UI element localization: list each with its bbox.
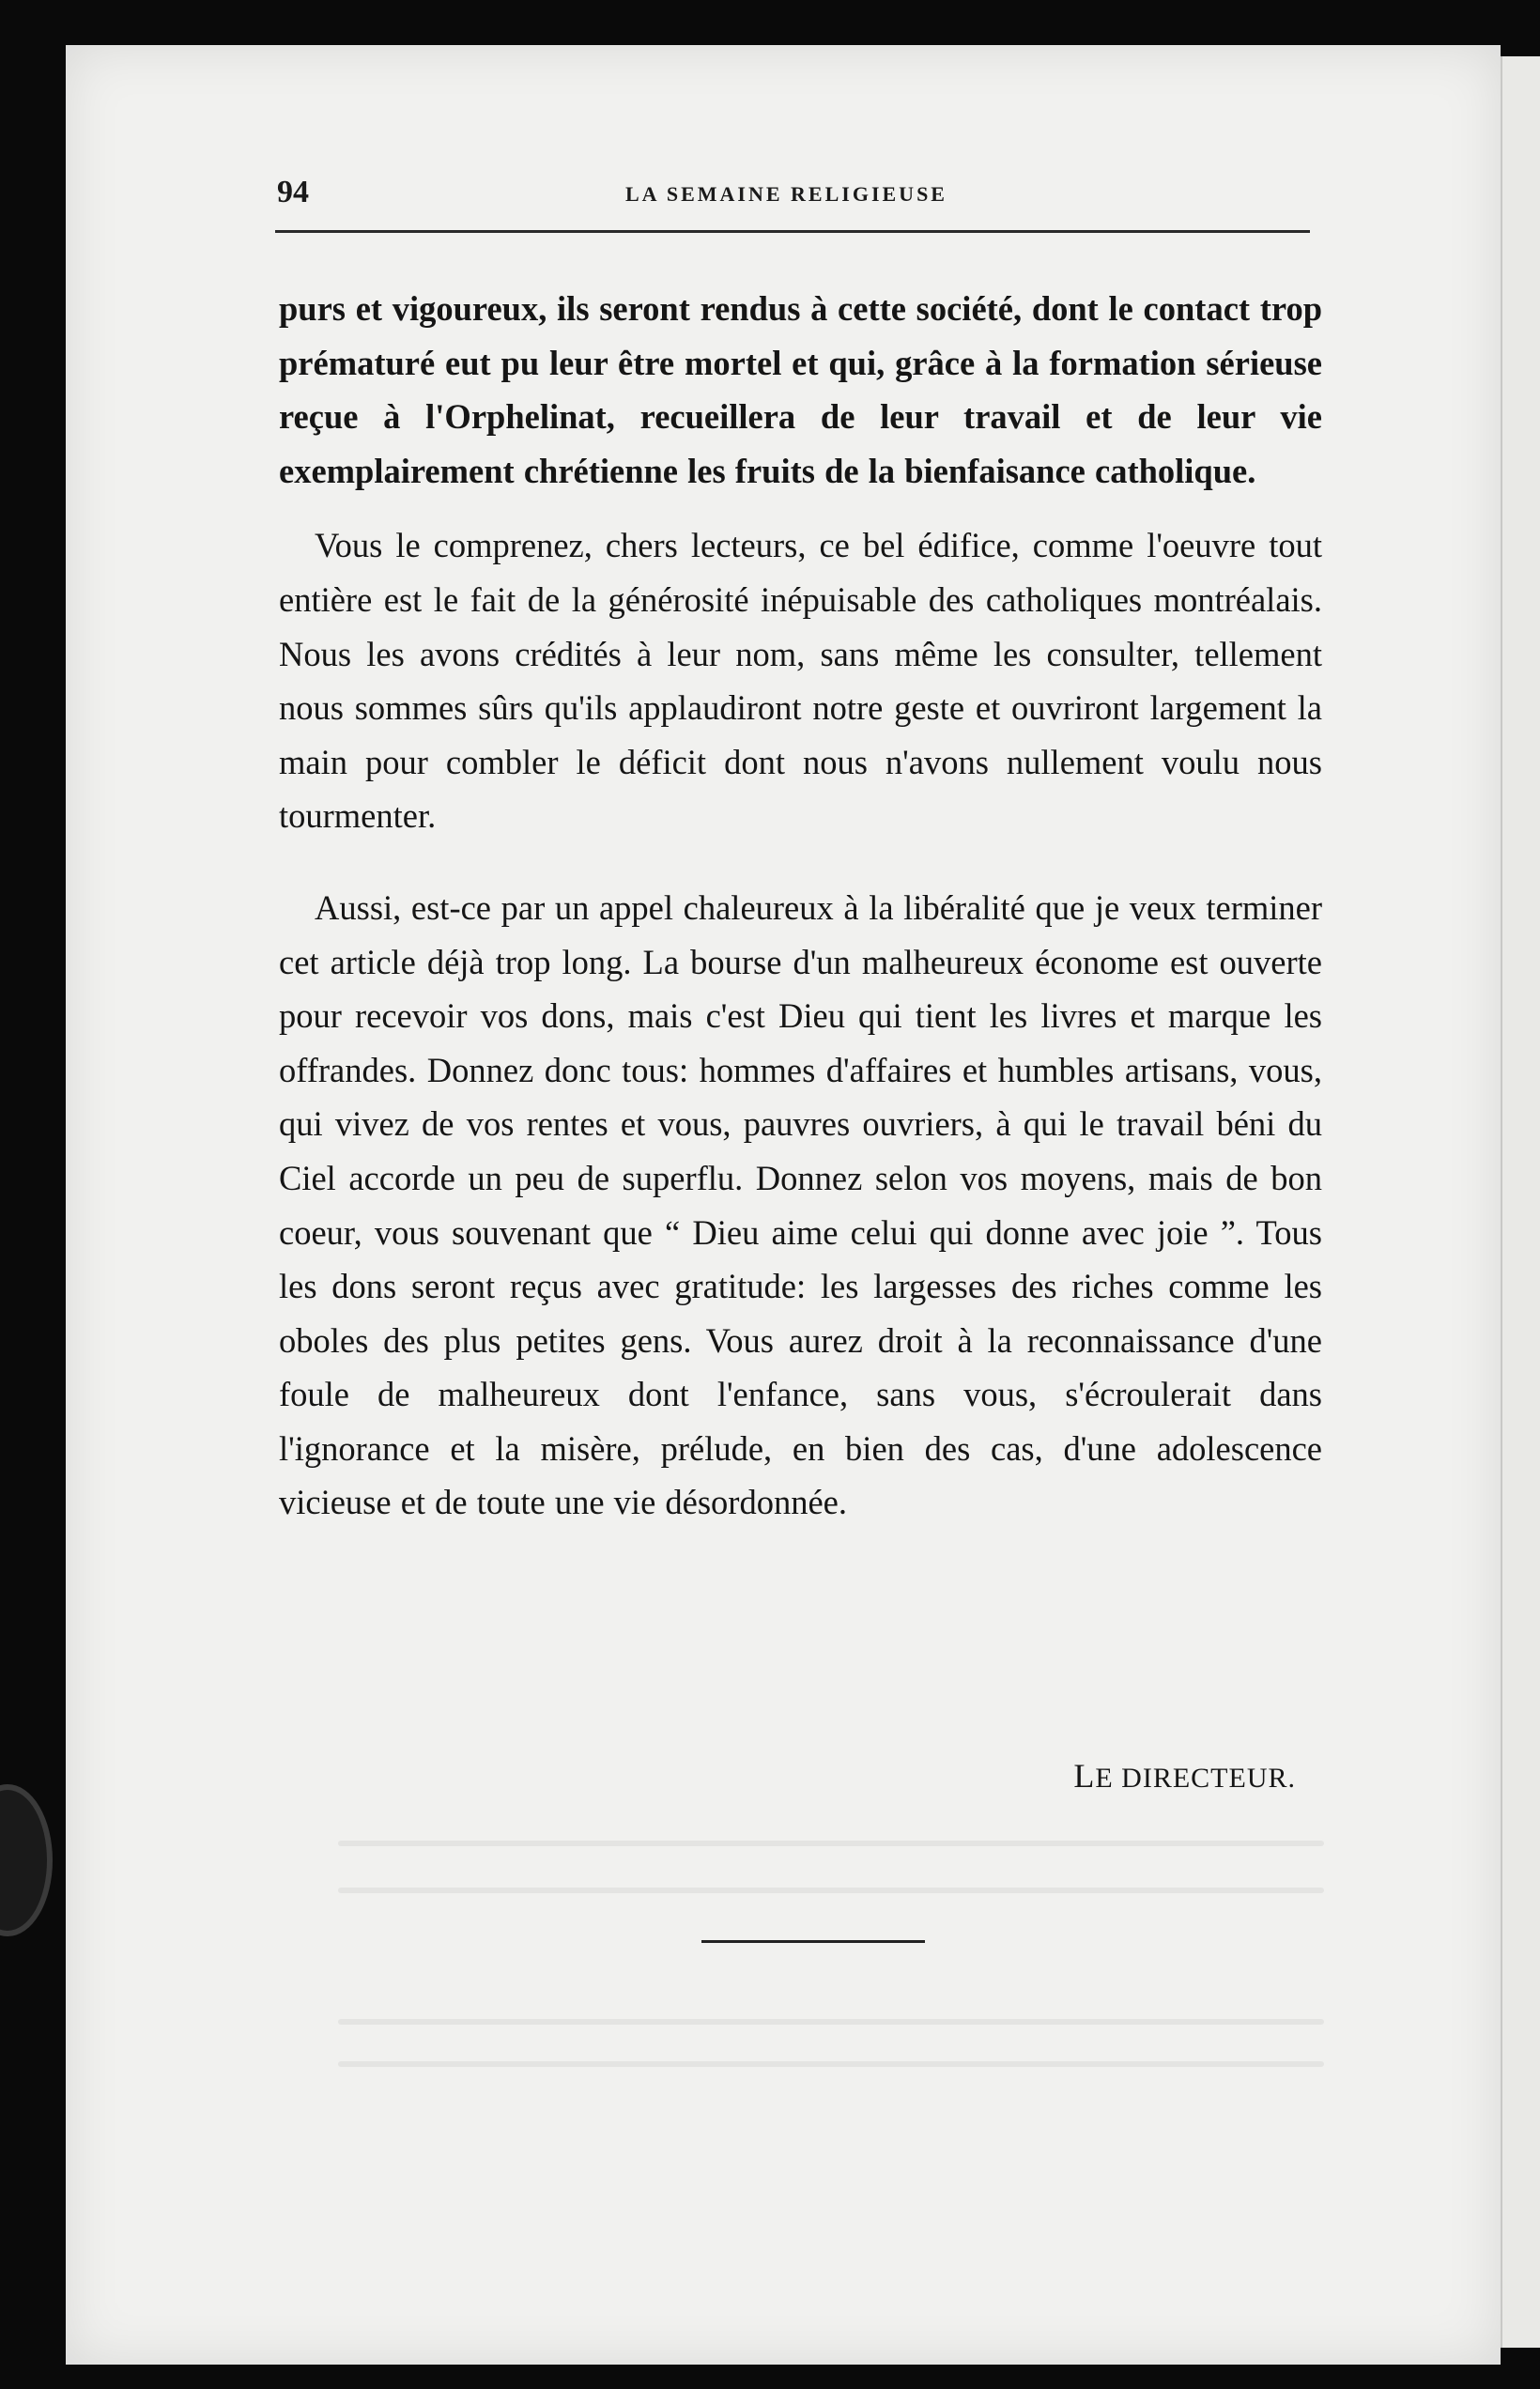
paragraph: Aussi, est-ce par un appel chaleureux à la libéralité que je veux terminer cet article déjà trop long. La bourse d'un malheureux économe est ouverte pour recevoir vos dons, mais c'est Dieu qui tient les livres et marque les offrandes. Donnez donc tous: hommes d'affaires et humbles artisans, vous, qui vivez de vos rentes et vous, pauvres ouvriers, à qui le travail béni du Ciel accorde un peu de superflu. Donnez selon vos moyens, mais de bon coeur, vous souvenant que “ Dieu aime celui qui donne avec joie ”. Tous les dons seront reçus avec gratitude: les largesses des riches comme les oboles des plus petites gens. Vous aurez droit à la reconnaissance d'une foule de malheureux dont l'enfance, sans vous, s'écroulerait dans l'ignorance et la misère, prélude, en bien des cas, d'une adolescence vicieuse et de toute une vie désordonnée. xyxy=(279,887,1322,1522)
end-rule xyxy=(701,1940,925,1943)
signature xyxy=(958,1756,1296,1796)
bleed-through-line xyxy=(338,1841,1324,1846)
signature-initial: L xyxy=(1073,1757,1096,1795)
bleed-through-line xyxy=(338,2061,1324,2067)
article-body xyxy=(279,282,1322,1530)
signature-rest: E DIRECTEUR. xyxy=(1095,1763,1296,1794)
running-title: LA SEMAINE RELIGIEUSE xyxy=(625,182,947,206)
page-header xyxy=(277,175,1296,222)
page-number: 94 xyxy=(277,175,309,209)
bleed-through-line xyxy=(338,1888,1324,1893)
paragraph: Vous le comprenez, chers lecteurs, ce bel édifice, comme l'oeuvre tout entière est le fait de la générosité inépuisable des catholiques montréalais. Nous les avons crédités à leur nom, sans même les consulter, tellement nous sommes sûrs qu'ils applaudiront notre geste et ouvriront largement la main pour combler le déficit dont nous n'avons nullement voulu nous tourmenter. xyxy=(279,526,1322,836)
header-rule xyxy=(275,230,1310,233)
bleed-through-line xyxy=(338,2019,1324,2025)
facing-page-sliver xyxy=(1502,56,1540,2348)
paragraph: purs et vigoureux, ils seront rendus à cette société, dont le contact trop prématuré eut pu leur être mortel et qui, grâce à la formation sérieuse reçue à l'Orphelinat, recueillera de leur travail et de leur vie exemplairement chrétienne les fruits de la bienfaisance catholique. xyxy=(279,289,1322,490)
